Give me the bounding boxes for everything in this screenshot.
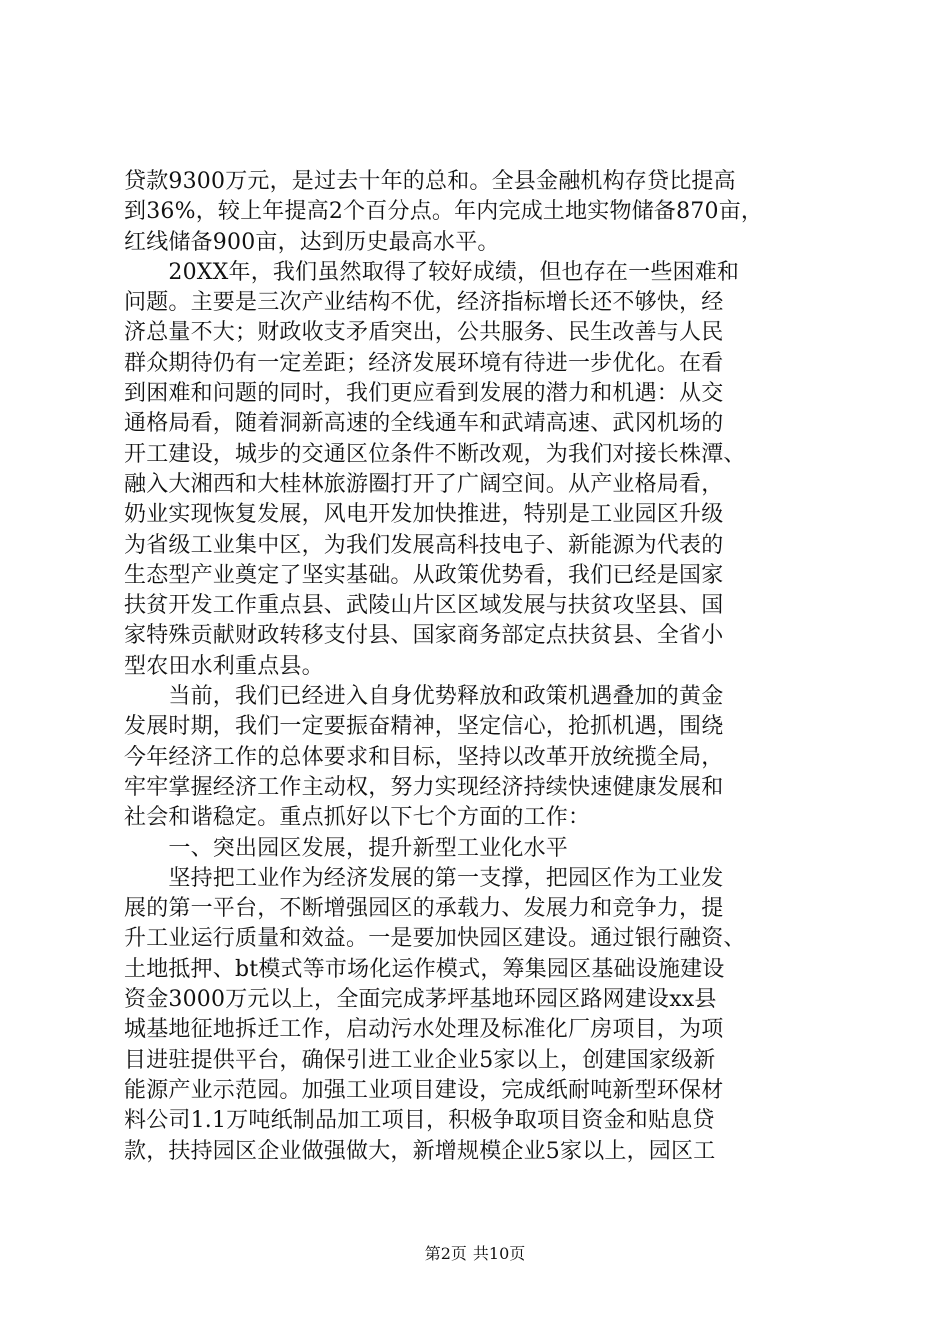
text-line: 生态型产业奠定了坚实基础。从政策优势看，我们已经是国家: [124, 562, 724, 588]
text-line: 群众期待仍有一定差距；经济发展环境有待进一步优化。在看: [124, 350, 724, 376]
text-line: 升工业运行质量和效益。一是要加快园区建设。通过银行融资、: [124, 926, 746, 952]
text-line: 料公司1.1万吨纸制品加工项目，积极争取项目资金和贴息贷: [124, 1108, 715, 1134]
page-number: 第2页: [424, 1244, 467, 1263]
text-line: 通格局看，随着洞新高速的全线通车和武靖高速、武冈机场的: [124, 411, 724, 437]
text-line: 家特殊贡献财政转移支付县、国家商务部定点扶贫县、全省小: [124, 623, 724, 649]
page-footer: [0, 1244, 950, 1264]
text-line: 贷款9300万元，是过去十年的总和。全县金融机构存贷比提高: [124, 169, 736, 194]
text-line: 展的第一平台，不断增强园区的承载力、发展力和竞争力，提: [124, 896, 724, 922]
text-line: 坚持把工业作为经济发展的第一支撑，把园区作为工业发: [124, 865, 724, 891]
text-line: 问题。主要是三次产业结构不优，经济指标增长还不够快，经: [124, 290, 724, 316]
text-line: 城基地征地拆迁工作，启动污水处理及标准化厂房项目，为项: [124, 1017, 724, 1043]
text-line: 红线储备900亩，达到历史最高水平。: [124, 229, 500, 255]
text-line: 能源产业示范园。加强工业项目建设，完成纸耐吨新型环保材: [124, 1077, 724, 1103]
text-line: 扶贫开发工作重点县、武陵山片区区域发展与扶贫攻坚县、国: [124, 593, 724, 619]
text-line: 开工建设，城步的交通区位条件不断改观，为我们对接长株潭、: [124, 441, 746, 467]
section-heading: 一、突出园区发展，提升新型工业化水平: [124, 835, 569, 861]
text-line: 融入大湘西和大桂林旅游圈打开了广阔空间。从产业格局看，: [124, 471, 724, 497]
text-line: 到36%，较上年提高2个百分点。年内完成土地实物储备870亩，: [124, 199, 764, 225]
text-line: 到困难和问题的同时，我们更应看到发展的潜力和机遇：从交: [124, 381, 724, 407]
text-line: 款，扶持园区企业做强做大，新增规模企业5家以上，园区工: [124, 1138, 716, 1164]
text-line: 20XX年，我们虽然取得了较好成绩，但也存在一些困难和: [124, 259, 740, 285]
text-line: 土地抵押、bt模式等市场化运作模式，筹集园区基础设施建设: [124, 956, 725, 982]
body-text: [124, 167, 836, 1167]
text-line: 社会和谐稳定。重点抓好以下七个方面的工作：: [124, 805, 591, 831]
text-line: 奶业实现恢复发展，风电开发加快推进，特别是工业园区升级: [124, 502, 724, 528]
page-total: 共10页: [472, 1244, 526, 1263]
text-line: 牢牢掌握经济工作主动权，努力实现经济持续快速健康发展和: [124, 774, 724, 800]
text-line: 为省级工业集中区，为我们发展高科技电子、新能源为代表的: [124, 532, 724, 558]
text-line: 当前，我们已经进入自身优势释放和政策机遇叠加的黄金: [124, 684, 724, 710]
text-line: 资金3000万元以上，全面完成茅坪基地环园区路网建设xx县: [124, 987, 717, 1013]
text-line: 济总量不大；财政收支矛盾突出，公共服务、民生改善与人民: [124, 320, 724, 346]
text-line: 发展时期，我们一定要振奋精神，坚定信心，抢抓机遇，围绕: [124, 714, 724, 740]
text-line: 型农田水利重点县。: [124, 653, 324, 679]
text-line: 今年经济工作的总体要求和目标，坚持以改革开放统揽全局，: [124, 744, 724, 770]
text-line: 目进驻提供平台，确保引进工业企业5家以上，创建国家级新: [124, 1047, 716, 1073]
